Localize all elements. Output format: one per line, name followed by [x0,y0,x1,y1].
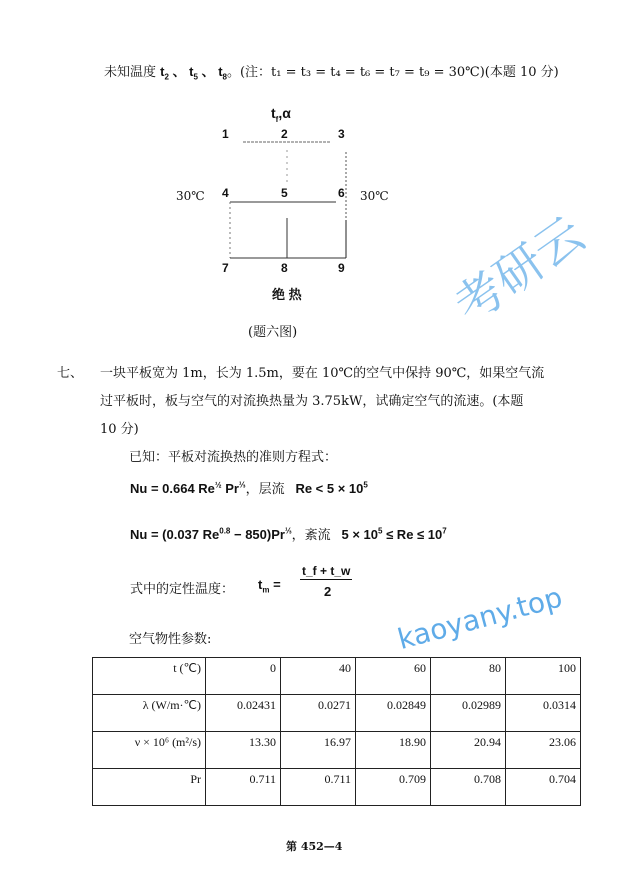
table-row [93,732,581,769]
node-7: 7 [222,261,229,275]
table-cell: 0.711 [206,769,281,806]
node-3: 3 [338,127,345,141]
table-cell: 0.02431 [206,695,281,732]
table-cell: 40 [281,658,356,695]
fluid-label: $t_f,\alpha$ [271,105,291,124]
node-6: 6 [338,186,345,200]
row-label: Pr [93,769,206,806]
table-cell: 0.0271 [281,695,356,732]
table-cell: 23.06 [506,732,581,769]
equation-turbulent: Nu = (0.037 $Re^{0.8} - 850)Pr^{\frac{1}{3}}$，紊流 $5 \times 10^5 \le Re \le 10^7$ [130,526,447,542]
intro-vars: $t_2$ 、 $t_5$ 、 $t_8$ [160,64,227,82]
right-temp: 30℃ [360,189,389,203]
question-line-3: 10 分) [100,422,139,437]
known-label: 已知：平板对流换热的准则方程式： [129,450,338,465]
question-number: 七、 [57,366,84,381]
equation-laminar: Nu = 0.664 $Re^{\frac{1}{2}}$ $Pr^{\frac{1}{3}}$，层流 $Re < 5 \times 10^5$ [130,480,368,496]
intro-note: 。(注：t₁ = t₃ = t₄ = t₆ = t₇ = t₉ = 30℃)(本题 10 分) [226,65,559,80]
def-temp-label: 式中的定性温度： [130,582,235,597]
table-cell: 20.94 [431,732,506,769]
page-footer: 第 452—4 [286,840,343,853]
watermark-cn: 考研云 [444,206,595,335]
table-cell: 0.02989 [431,695,506,732]
row-label: t (℃) [93,658,206,695]
adiabatic-label: 绝 热 [272,287,302,302]
table-cell: 16.97 [281,732,356,769]
air-properties-table [92,657,581,806]
table-cell: 0.704 [506,769,581,806]
props-title: 空气物性参数: [129,632,212,647]
table-cell: 0.02849 [356,695,431,732]
node-5: 5 [281,186,288,200]
table-cell: 18.90 [356,732,431,769]
table-cell: 0 [206,658,281,695]
table-row [93,658,581,695]
node-2: 2 [281,127,288,141]
row-label: λ (W/m·℃) [93,695,206,732]
figure-caption: (题六图) [248,325,298,340]
intro-prefix: 未知温度 [104,65,157,80]
table-cell: 0.711 [281,769,356,806]
table-cell: 80 [431,658,506,695]
table-cell: 0.0314 [506,695,581,732]
node-1: 1 [222,127,229,141]
table-cell: 13.30 [206,732,281,769]
node-9: 9 [338,261,345,275]
row-label: ν × 10⁶ (m²/s) [93,732,206,769]
table-cell: 0.708 [431,769,506,806]
watermark-en: kaoyany.top [394,580,566,657]
def-temp-lhs: $t_m$ = [258,577,281,595]
node-4: 4 [222,186,229,200]
table-cell: 60 [356,658,431,695]
table-cell: 0.709 [356,769,431,806]
def-temp-denominator: 2 [324,584,332,599]
table-row [93,695,581,732]
question-line-2: 过平板时，板与空气的对流换热量为 3.75kW，试确定空气的流速。(本题 [100,394,524,409]
table-cell: 100 [506,658,581,695]
def-temp-numerator: t_f + t_w [302,564,351,578]
question-line-1: 一块平板宽为 1m，长为 1.5m，要在 10℃的空气中保持 90℃，如果空气流 [100,366,545,381]
left-temp: 30℃ [176,189,205,203]
table-row [93,769,581,806]
node-8: 8 [281,261,288,275]
